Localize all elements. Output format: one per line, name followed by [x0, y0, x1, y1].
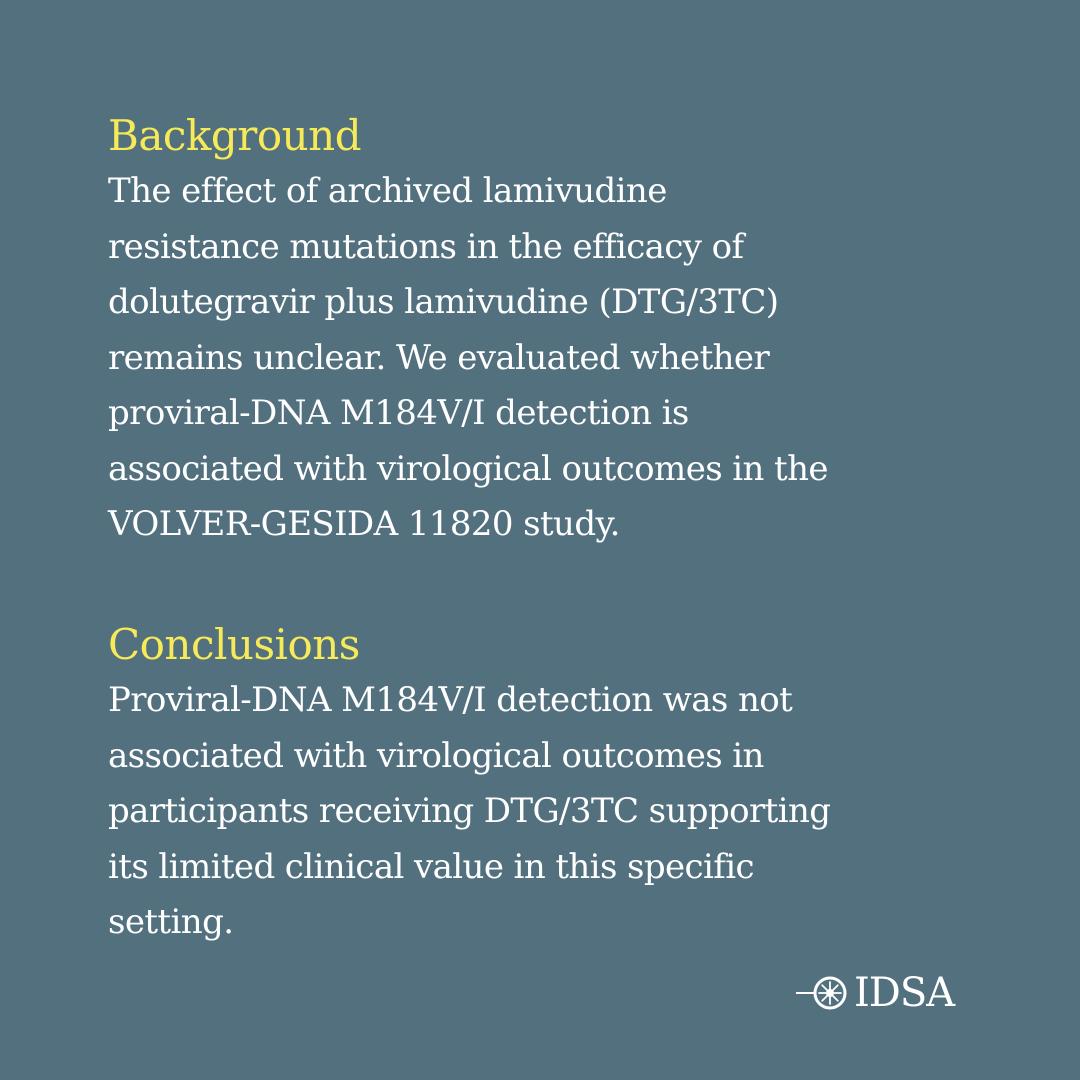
conclusions-text: [108, 673, 1008, 951]
background-heading: Background: [108, 111, 362, 160]
background-line: proviral-DNA M184V/I detection is: [108, 393, 689, 433]
idsa-logo: [796, 968, 954, 1018]
conclusions-line: Proviral-DNA M184V/I detection was not: [108, 680, 793, 720]
background-line: VOLVER-GESIDA 11820 study.: [108, 504, 620, 544]
background-line: associated with virological outcomes in the: [108, 448, 828, 489]
conclusions-heading: Conclusions: [108, 620, 360, 669]
background-text: [108, 164, 1008, 553]
background-line: The effect of archived lamivudine: [108, 171, 667, 211]
conclusions-line: setting.: [108, 902, 234, 942]
background-section: [108, 108, 1008, 553]
conclusions-section: [108, 617, 1008, 951]
sunburst-logo-icon: [796, 968, 856, 1018]
conclusions-line: associated with virological outcomes in: [108, 735, 764, 776]
conclusions-line: participants receiving DTG/3TC supporting: [108, 791, 831, 831]
logo-text: IDSA: [854, 970, 955, 1016]
conclusions-line: its limited clinical value in this specific: [108, 846, 754, 887]
background-line: remains unclear. We evaluated whether: [108, 337, 770, 378]
background-line: resistance mutations in the efficacy of: [108, 226, 744, 267]
background-line: dolutegravir plus lamivudine (DTG/3TC): [108, 282, 779, 322]
